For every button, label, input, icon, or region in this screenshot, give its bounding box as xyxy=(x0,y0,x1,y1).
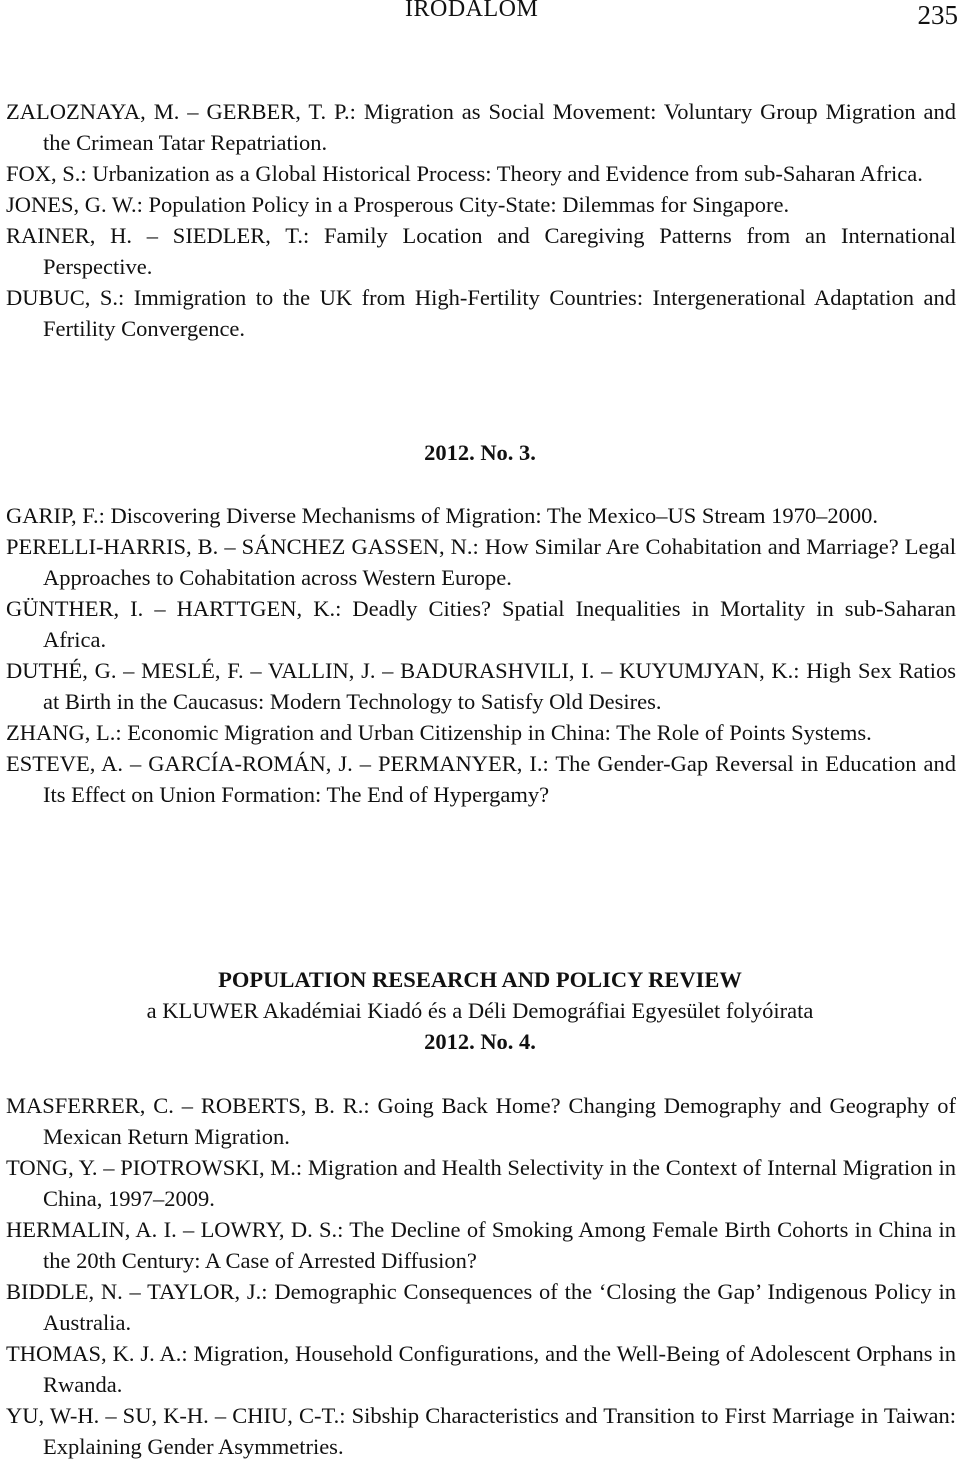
journal-subtitle: a KLUWER Akadémiai Kiadó és a Déli Demográfiai Egyesület folyóirata xyxy=(146,998,814,1023)
reference-entry: BIDDLE, N. – TAYLOR, J.: Demographic Consequences of the ‘Closing the Gap’ Indigenous Policy in Australia. xyxy=(6,1279,956,1335)
page-number: 235 xyxy=(917,0,958,30)
journal-title: POPULATION RESEARCH AND POLICY REVIEW xyxy=(218,967,742,992)
journal-heading xyxy=(0,964,960,1057)
reference-entry: JONES, G. W.: Population Policy in a Prosperous City-State: Dilemmas for Singapore. xyxy=(6,192,790,217)
reference-entry: DUBUC, S.: Immigration to the UK from High-Fertility Countries: Intergenerational Adaptation and Fertility Convergence. xyxy=(6,285,956,341)
reference-entry: GÜNTHER, I. – HARTTGEN, K.: Deadly Cities? Spatial Inequalities in Mortality in sub-Saharan Africa. xyxy=(6,596,956,652)
reference-entry: FOX, S.: Urbanization as a Global Historical Process: Theory and Evidence from sub-Saharan Africa. xyxy=(6,161,923,186)
reference-entry: RAINER, H. – SIEDLER, T.: Family Location and Caregiving Patterns from an International Perspective. xyxy=(6,223,956,279)
reference-list-previous-issue xyxy=(6,96,956,344)
reference-list-issue-no3 xyxy=(6,500,956,810)
reference-entry: ZHANG, L.: Economic Migration and Urban Citizenship in China: The Role of Points Systems. xyxy=(6,720,872,745)
issue-heading-no3: 2012. No. 3. xyxy=(424,440,536,465)
reference-entry: TONG, Y. – PIOTROWSKI, M.: Migration and Health Selectivity in the Context of Internal Migration in China, 1997–2009. xyxy=(6,1155,956,1211)
reference-entry: ZALOZNAYA, M. – GERBER, T. P.: Migration as Social Movement: Voluntary Group Migration and the Crimean Tatar Repatriation. xyxy=(6,99,956,155)
reference-entry: ESTEVE, A. – GARCÍA-ROMÁN, J. – PERMANYER, I.: The Gender-Gap Reversal in Education and Its Effect on Union Formation: The End of Hypergamy? xyxy=(6,751,956,807)
reference-entry: DUTHÉ, G. – MESLÉ, F. – VALLIN, J. – BADURASHVILI, I. – KUYUMJYAN, K.: High Sex Ratios at Birth in the Caucasus: Modern Technology to Satisfy Old Desires. xyxy=(6,658,956,714)
reference-entry: HERMALIN, A. I. – LOWRY, D. S.: The Decline of Smoking Among Female Birth Cohorts in China in the 20th Century: A Case of Arrested Diffusion? xyxy=(6,1217,956,1273)
reference-entry: PERELLI-HARRIS, B. – SÁNCHEZ GASSEN, N.: How Similar Are Cohabitation and Marriage? Legal Approaches to Cohabitation across Western Europe. xyxy=(6,534,956,590)
reference-entry: MASFERRER, C. – ROBERTS, B. R.: Going Back Home? Changing Demography and Geography of Mexican Return Migration. xyxy=(6,1093,956,1149)
running-header xyxy=(0,0,960,34)
issue-heading-no4: 2012. No. 4. xyxy=(424,1029,536,1054)
reference-entry: GARIP, F.: Discovering Diverse Mechanisms of Migration: The Mexico–US Stream 1970–2000. xyxy=(6,503,879,528)
reference-entry: THOMAS, K. J. A.: Migration, Household Configurations, and the Well-Being of Adolescent Orphans in Rwanda. xyxy=(6,1341,956,1397)
reference-list-issue-no4 xyxy=(6,1090,956,1462)
running-title: IRODALOM xyxy=(405,0,539,22)
reference-entry: YU, W-H. – SU, K-H. – CHIU, C-T.: Sibship Characteristics and Transition to First Marriage in Taiwan: Explaining Gender Asymmetries. xyxy=(6,1403,956,1459)
